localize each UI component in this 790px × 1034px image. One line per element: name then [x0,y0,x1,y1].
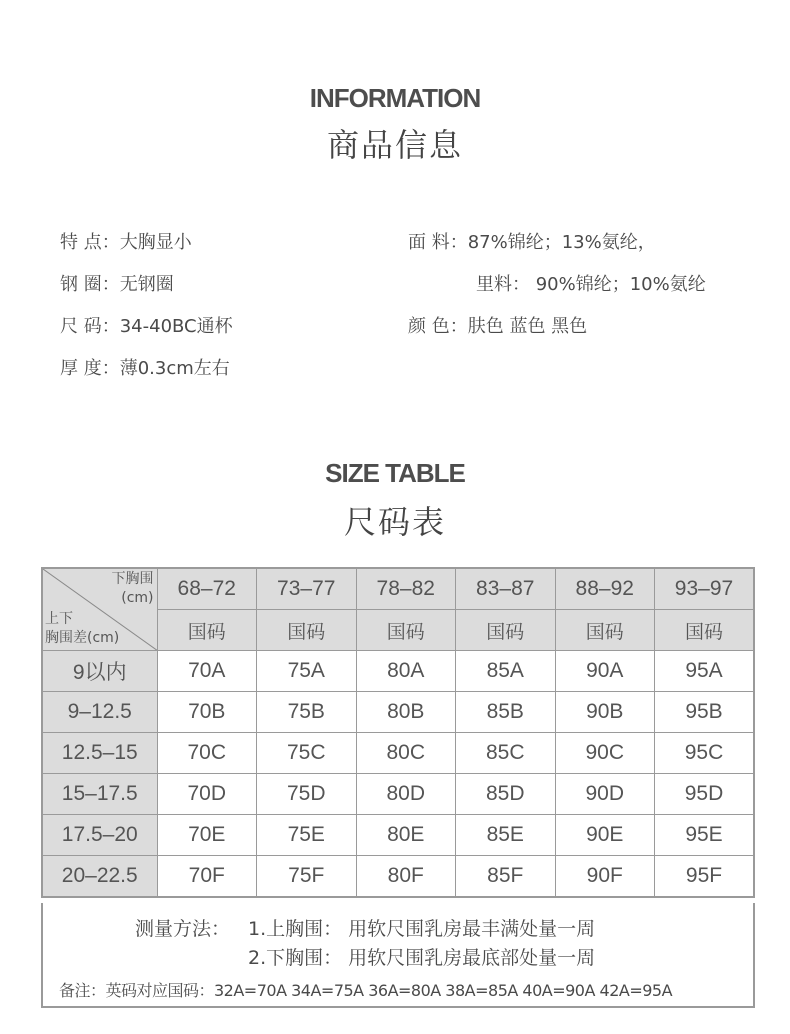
size-cell: 80B [356,692,456,733]
table-row [42,651,754,692]
size-table-header-row [42,568,754,610]
column-header: 93–97 [655,568,755,610]
size-cell: 90A [555,651,655,692]
measurement-notes [41,903,755,1008]
table-row [42,733,754,774]
size-cell: 95D [655,774,755,815]
size-cell: 70C [157,733,257,774]
size-cell: 95A [655,651,755,692]
size-cell: 75C [257,733,357,774]
info-fabric: 面 料：87%锦纶；13%氨纶， [408,232,656,253]
column-header: 78–82 [356,568,456,610]
row-header: 20–22.5 [42,856,157,898]
size-cell: 70F [157,856,257,898]
size-table-title-cn: 尺码表 [343,503,446,541]
table-row [42,692,754,733]
table-row [42,856,754,898]
column-header: 88–92 [555,568,655,610]
measurement-method-1: 1.上胸围： 用软尺围乳房最丰满处量一周 [248,918,596,940]
size-cell: 85A [456,651,556,692]
size-cell: 85E [456,815,556,856]
size-cell: 75F [257,856,357,898]
size-table-title-en: SIZE TABLE [325,458,465,488]
column-header: 73–77 [257,568,357,610]
column-subheader: 国码 [157,610,257,651]
size-cell: 90D [555,774,655,815]
row-header: 15–17.5 [42,774,157,815]
column-subheader: 国码 [655,610,755,651]
size-cell: 75E [257,815,357,856]
info-thickness: 厚 度：薄0.3cm左右 [60,358,230,379]
row-header: 9–12.5 [42,692,157,733]
size-cell: 85D [456,774,556,815]
size-table [41,567,755,898]
row-header: 12.5–15 [42,733,157,774]
size-cell: 70E [157,815,257,856]
information-title-en: INFORMATION [309,83,481,113]
info-wire: 钢 圈：无钢圈 [60,274,174,295]
info-color: 颜 色：肤色 蓝色 黑色 [408,316,588,337]
size-cell: 90E [555,815,655,856]
measurement-method-label: 测量方法： [135,918,231,940]
measurement-method-2: 2.下胸围： 用软尺围乳房最底部处量一周 [248,947,596,969]
size-cell: 90C [555,733,655,774]
information-title-cn: 商品信息 [326,126,463,164]
column-subheader: 国码 [456,610,556,651]
size-conversion-remark: 备注：英码对应国码：32A=70A 34A=75A 36A=80A 38A=85A 40A=90A 42A=95A [59,981,673,1000]
table-row [42,815,754,856]
size-cell: 95C [655,733,755,774]
info-size: 尺 码：34-40BC通杯 [60,316,233,337]
corner-label-top: 下胸围 (cm) [111,571,154,606]
size-cell: 80D [356,774,456,815]
size-cell: 85B [456,692,556,733]
corner-label-bottom: 上下 胸围差(cm) [45,611,120,646]
size-cell: 85C [456,733,556,774]
size-cell: 80C [356,733,456,774]
size-cell: 90B [555,692,655,733]
column-subheader: 国码 [257,610,357,651]
size-cell: 75B [257,692,357,733]
size-cell: 95B [655,692,755,733]
info-lining: 里料： 90%锦纶；10%氨纶 [476,274,706,295]
size-cell: 75D [257,774,357,815]
size-cell: 80F [356,856,456,898]
size-cell: 75A [257,651,357,692]
column-subheader: 国码 [555,610,655,651]
size-cell: 85F [456,856,556,898]
row-header: 17.5–20 [42,815,157,856]
size-table-corner-cell [42,568,157,651]
column-subheader: 国码 [356,610,456,651]
size-cell: 80A [356,651,456,692]
info-feature: 特 点：大胸显小 [60,232,192,253]
size-cell: 70D [157,774,257,815]
size-cell: 95F [655,856,755,898]
column-header: 83–87 [456,568,556,610]
row-header: 9以内 [42,651,157,692]
size-cell: 90F [555,856,655,898]
table-row [42,774,754,815]
size-cell: 95E [655,815,755,856]
column-header: 68–72 [157,568,257,610]
size-cell: 70A [157,651,257,692]
size-cell: 80E [356,815,456,856]
size-cell: 70B [157,692,257,733]
